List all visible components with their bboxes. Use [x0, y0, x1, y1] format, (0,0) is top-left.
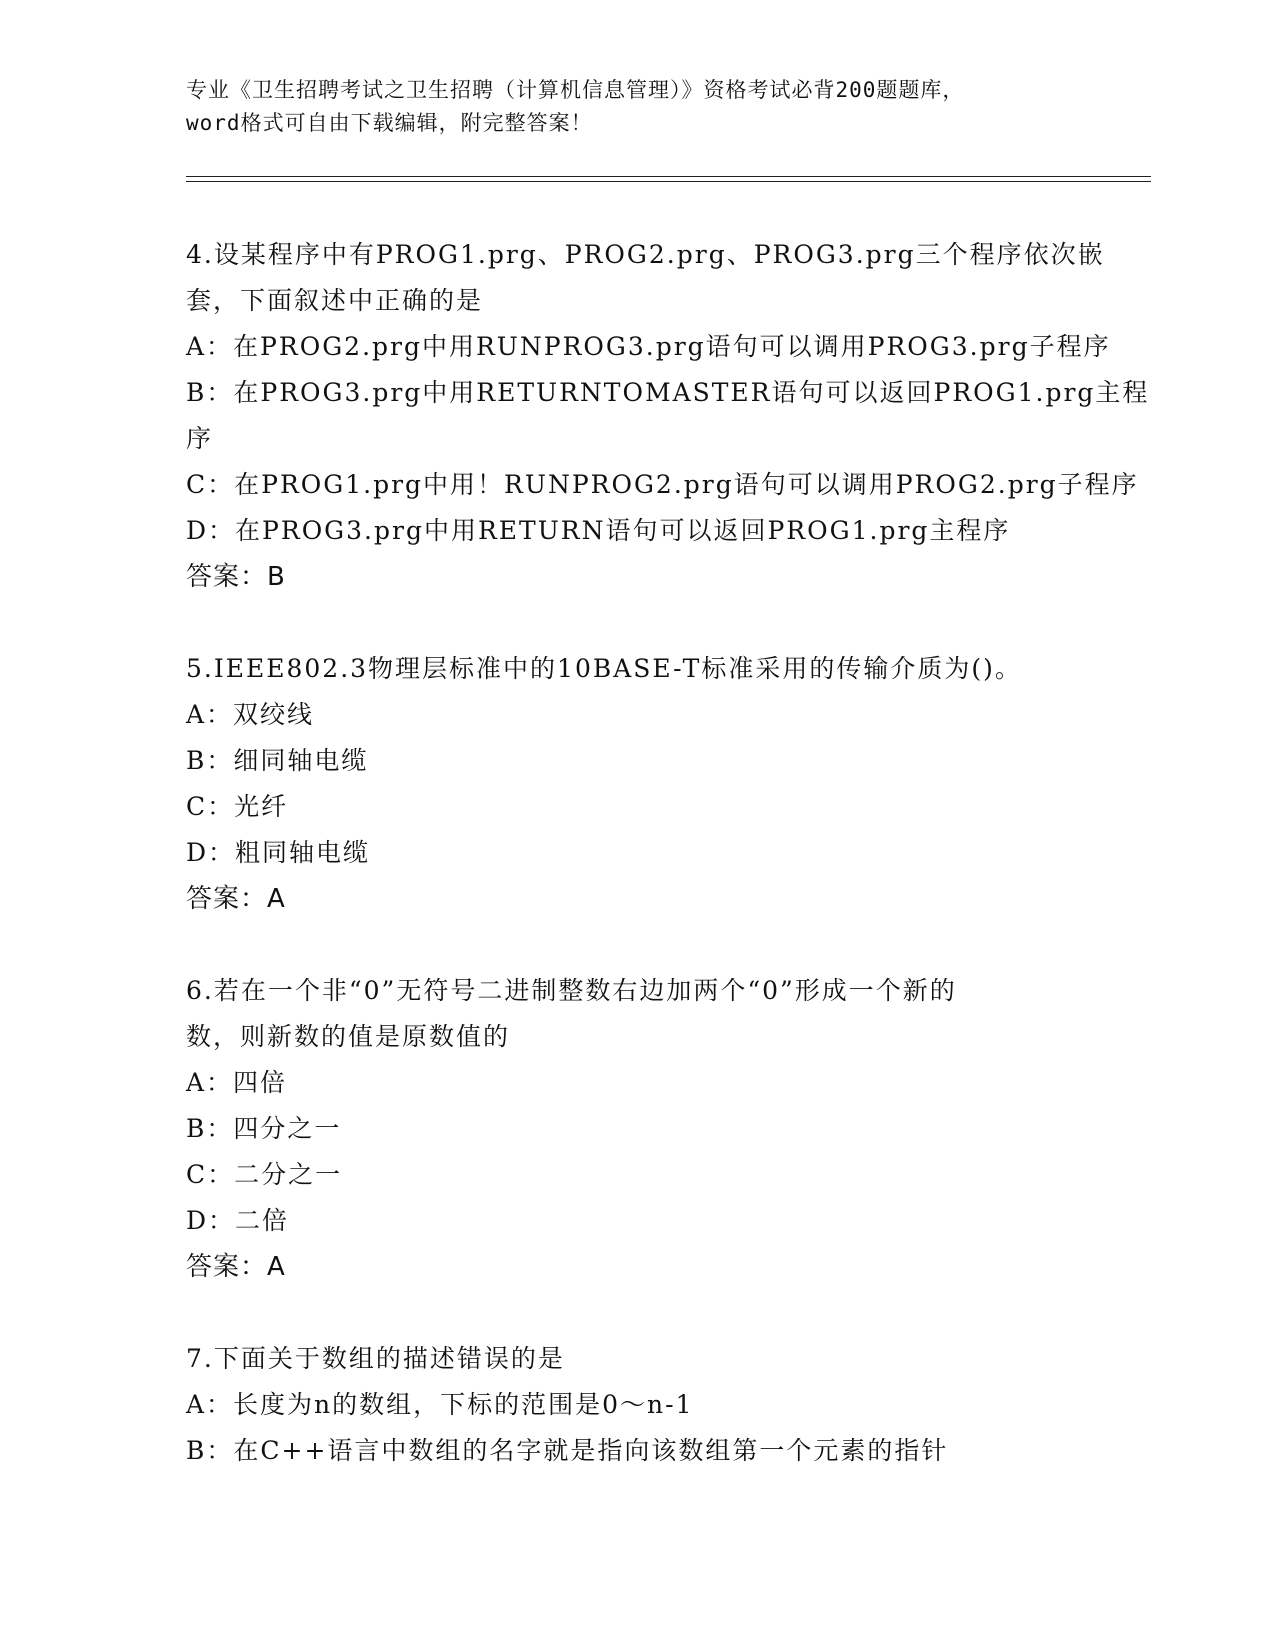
- option-b: 序: [186, 424, 214, 453]
- question-list: [186, 232, 1150, 1474]
- spacer: [186, 922, 1146, 968]
- question-6: [186, 968, 1146, 1290]
- option-a: A：四倍: [186, 1068, 288, 1097]
- question-stem: 套，下面叙述中正确的是: [186, 286, 484, 315]
- question-stem: 数，则新数的值是原数值的: [186, 1022, 511, 1051]
- option-b: B：在C++语言中数组的名字就是指向该数组第一个元素的指针: [186, 1436, 949, 1465]
- answer: 答案：A: [186, 884, 286, 914]
- option-c: C：光纤: [186, 792, 289, 821]
- header-divider-top: [186, 176, 1151, 177]
- question-5: [186, 646, 1146, 922]
- option-d: D：粗同轴电缆: [186, 838, 371, 867]
- answer: 答案：B: [186, 562, 286, 592]
- answer: 答案：A: [186, 1252, 286, 1282]
- question-stem: 5.IEEE802.3物理层标准中的10BASE-T标准采用的传输介质为()。: [186, 654, 1022, 683]
- option-c: C：二分之一: [186, 1160, 343, 1189]
- option-b: B：在PROG3.prg中用RETURNTOMASTER语句可以返回PROG1.prg主程: [186, 378, 1150, 407]
- header-line-1: 专业《卫生招聘考试之卫生招聘（计算机信息管理）》资格考试必背200题题库，: [186, 78, 965, 102]
- option-d: D：二倍: [186, 1206, 290, 1235]
- option-a: A：在PROG2.prg中用RUNPROG3.prg语句可以调用PROG3.prg子程序: [186, 332, 1111, 361]
- question-4: [186, 232, 1150, 600]
- option-b: B：四分之一: [186, 1114, 342, 1143]
- document-header: [186, 74, 1086, 140]
- header-line-2: word格式可自由下载编辑，附完整答案！: [186, 111, 593, 135]
- option-c: C：在PROG1.prg中用！RUNPROG2.prg语句可以调用PROG2.prg子程序: [186, 470, 1139, 499]
- question-7: [186, 1336, 1146, 1474]
- question-stem: 4.设某程序中有PROG1.prg、PROG2.prg、PROG3.prg三个程序依次嵌: [186, 240, 1105, 269]
- question-stem: 6.若在一个非“0”无符号二进制整数右边加两个“0”形成一个新的: [186, 976, 957, 1005]
- question-stem: 7.下面关于数组的描述错误的是: [186, 1344, 565, 1373]
- option-a: A：双绞线: [186, 700, 315, 729]
- header-divider-bottom: [186, 181, 1151, 182]
- spacer: [186, 600, 1146, 646]
- option-a: A：长度为n的数组，下标的范围是0～n-1: [186, 1390, 694, 1419]
- spacer: [186, 1290, 1146, 1336]
- option-d: D：在PROG3.prg中用RETURN语句可以返回PROG1.prg主程序: [186, 516, 1011, 545]
- option-b: B：细同轴电缆: [186, 746, 369, 775]
